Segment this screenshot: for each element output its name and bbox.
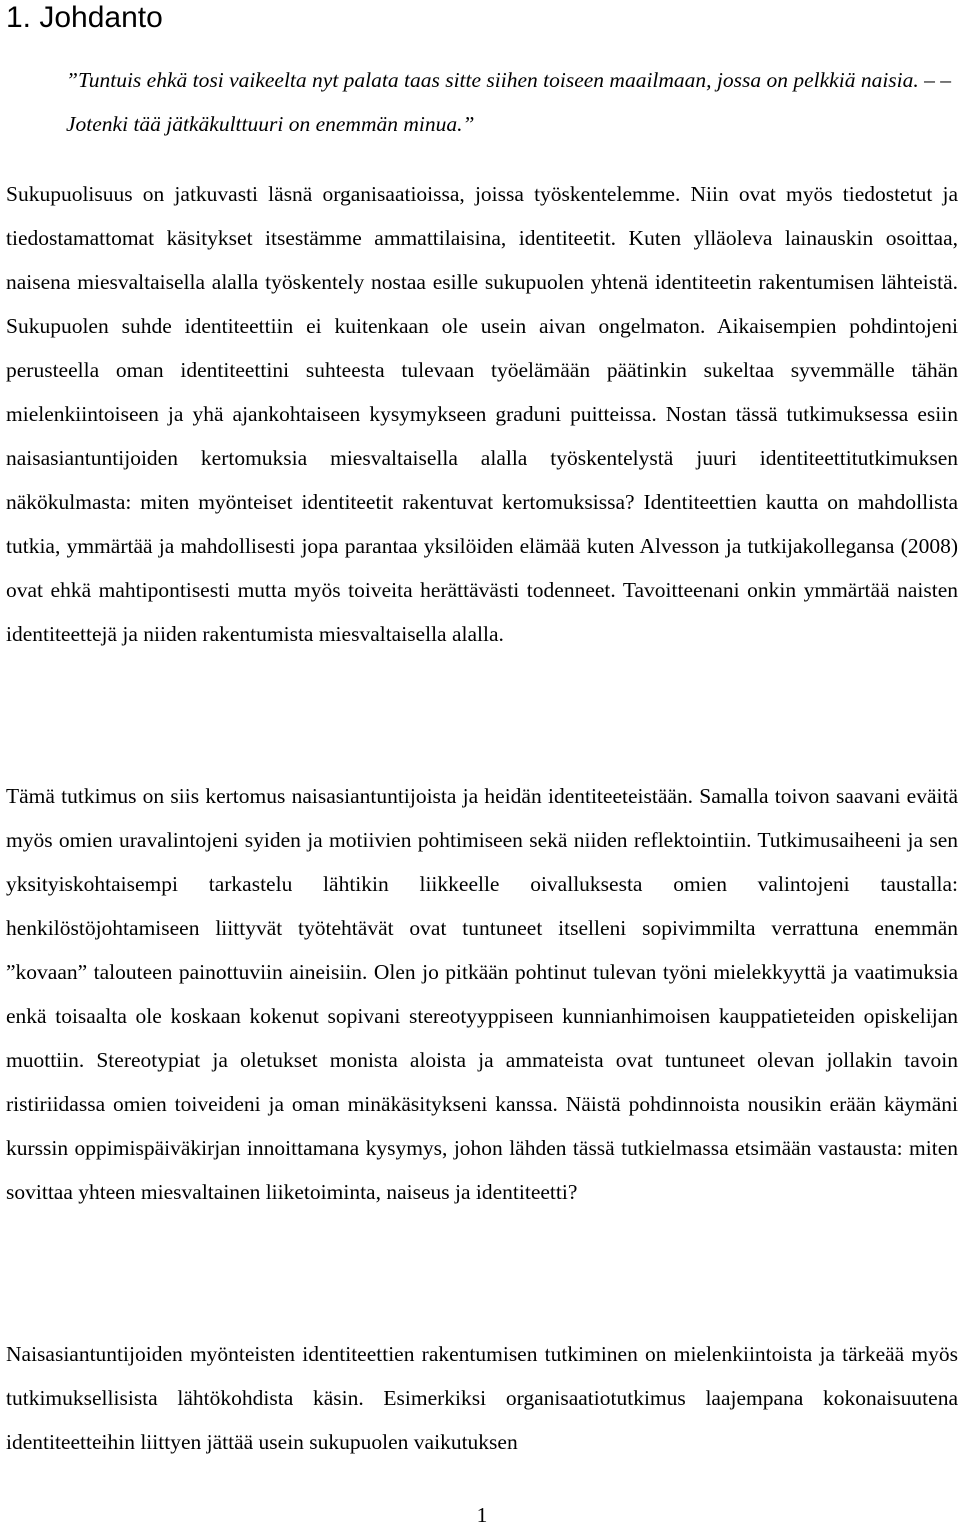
body-paragraph-1: Sukupuolisuus on jatkuvasti läsnä organisaatioissa, joissa työskentelemme. Niin ovat myös tiedostetut ja tiedostamattomat käsitykset itsestämme ammattilaisina, identiteetit. Kuten ylläoleva lainauskin osoittaa, naisena miesvaltaisella alalla työskentely nostaa esille sukupuolen yhtenä identiteetin rakentumisen lähteistä. Sukupuolen suhde identiteettiin ei kuitenkaan ole usein aivan ongelmaton. Aikaisempien pohdintojeni perusteella oman identiteettini suhteesta tulevaan työelämään päätinkin sukeltaa syvemmälle tähän mielenkiintoiseen ja yhä ajankohtaiseen kysymykseen graduni puitteissa. Nostan tässä tutkimuksessa esiin naisasiantuntijoiden kertomuksia miesvaltaisella alalla työskentelystä juuri identiteettitutkimuksen näkökulmasta: miten myönteiset identiteetit rakentuvat kertomuksissa? Identiteettien kautta on mahdollista tutkia, ymmärtää ja mahdollisesti jopa parantaa yksilöiden elämää kuten Alvesson ja tutkijakollegansa (2008) ovat ehkä mahtipontisesti mutta myös toiveita herättävästi todenneet. Tavoitteenani onkin ymmärtää naisten identiteettejä ja niiden rakentumista miesvaltaisella alalla. xyxy=(6,182,958,646)
opening-quote: ”Tuntuis ehkä tosi vaikeelta nyt palata taas sitte siihen toiseen maailmaan, jossa on pelkkiä naisia. – – Jotenki tää jätkäkulttuuri on enemmän minua.” xyxy=(66,68,952,136)
document-page xyxy=(6,0,958,1530)
page-number: 1 xyxy=(476,1503,488,1527)
body-paragraph-3: Naisasiantuntijoiden myönteisten identiteettien rakentumisen tutkiminen on mielenkiintoista ja tärkeää myös tutkimuksellisista lähtökohdista käsin. Esimerkiksi organisaatiotutkimus laajempana kokonaisuutena identiteetteihin liittyen jättää usein sukupuolen vaikutuksen xyxy=(6,1342,958,1454)
chapter-heading: 1. Johdanto xyxy=(6,1,163,34)
body-paragraph-2: Tämä tutkimus on siis kertomus naisasiantuntijoista ja heidän identiteeteistään. Samalla toivon saavani eväitä myös omien uravalintojeni syiden ja motiivien pohtimiseen sekä niiden reflektointiin. Tutkimusaiheeni ja sen yksityiskohtaisempi tarkastelu lähtikin liikkeelle oivalluksesta omien valintojeni taustalla: henkilöstöjohtamiseen liittyvät työtehtävät ovat tuntuneet itselleni sopivimmilta verrattuna enemmän ”kovaan” talouteen painottuviin aineisiin. Olen jo pitkään pohtinut tulevan työni mielekkyyttä ja vaatimuksia enkä toisaalta ole koskaan kokenut sopivani stereotyyppiseen kunnianhimoisen kauppatieteiden opiskelijan muottiin. Stereotypiat ja oletukset monista aloista ja ammateista ovat tuntuneet olevan jollakin tavoin ristiriidassa omien toiveideni ja oman minäkäsitykseni kanssa. Näistä pohdinnoista nousikin erään käymäni kurssin oppimispäiväkirjan innoittamana kysymys, johon lähden tässä tutkielmassa etsimään vastausta: miten sovittaa yhteen miesvaltainen liiketoiminta, naiseus ja identiteetti? xyxy=(6,784,958,1204)
